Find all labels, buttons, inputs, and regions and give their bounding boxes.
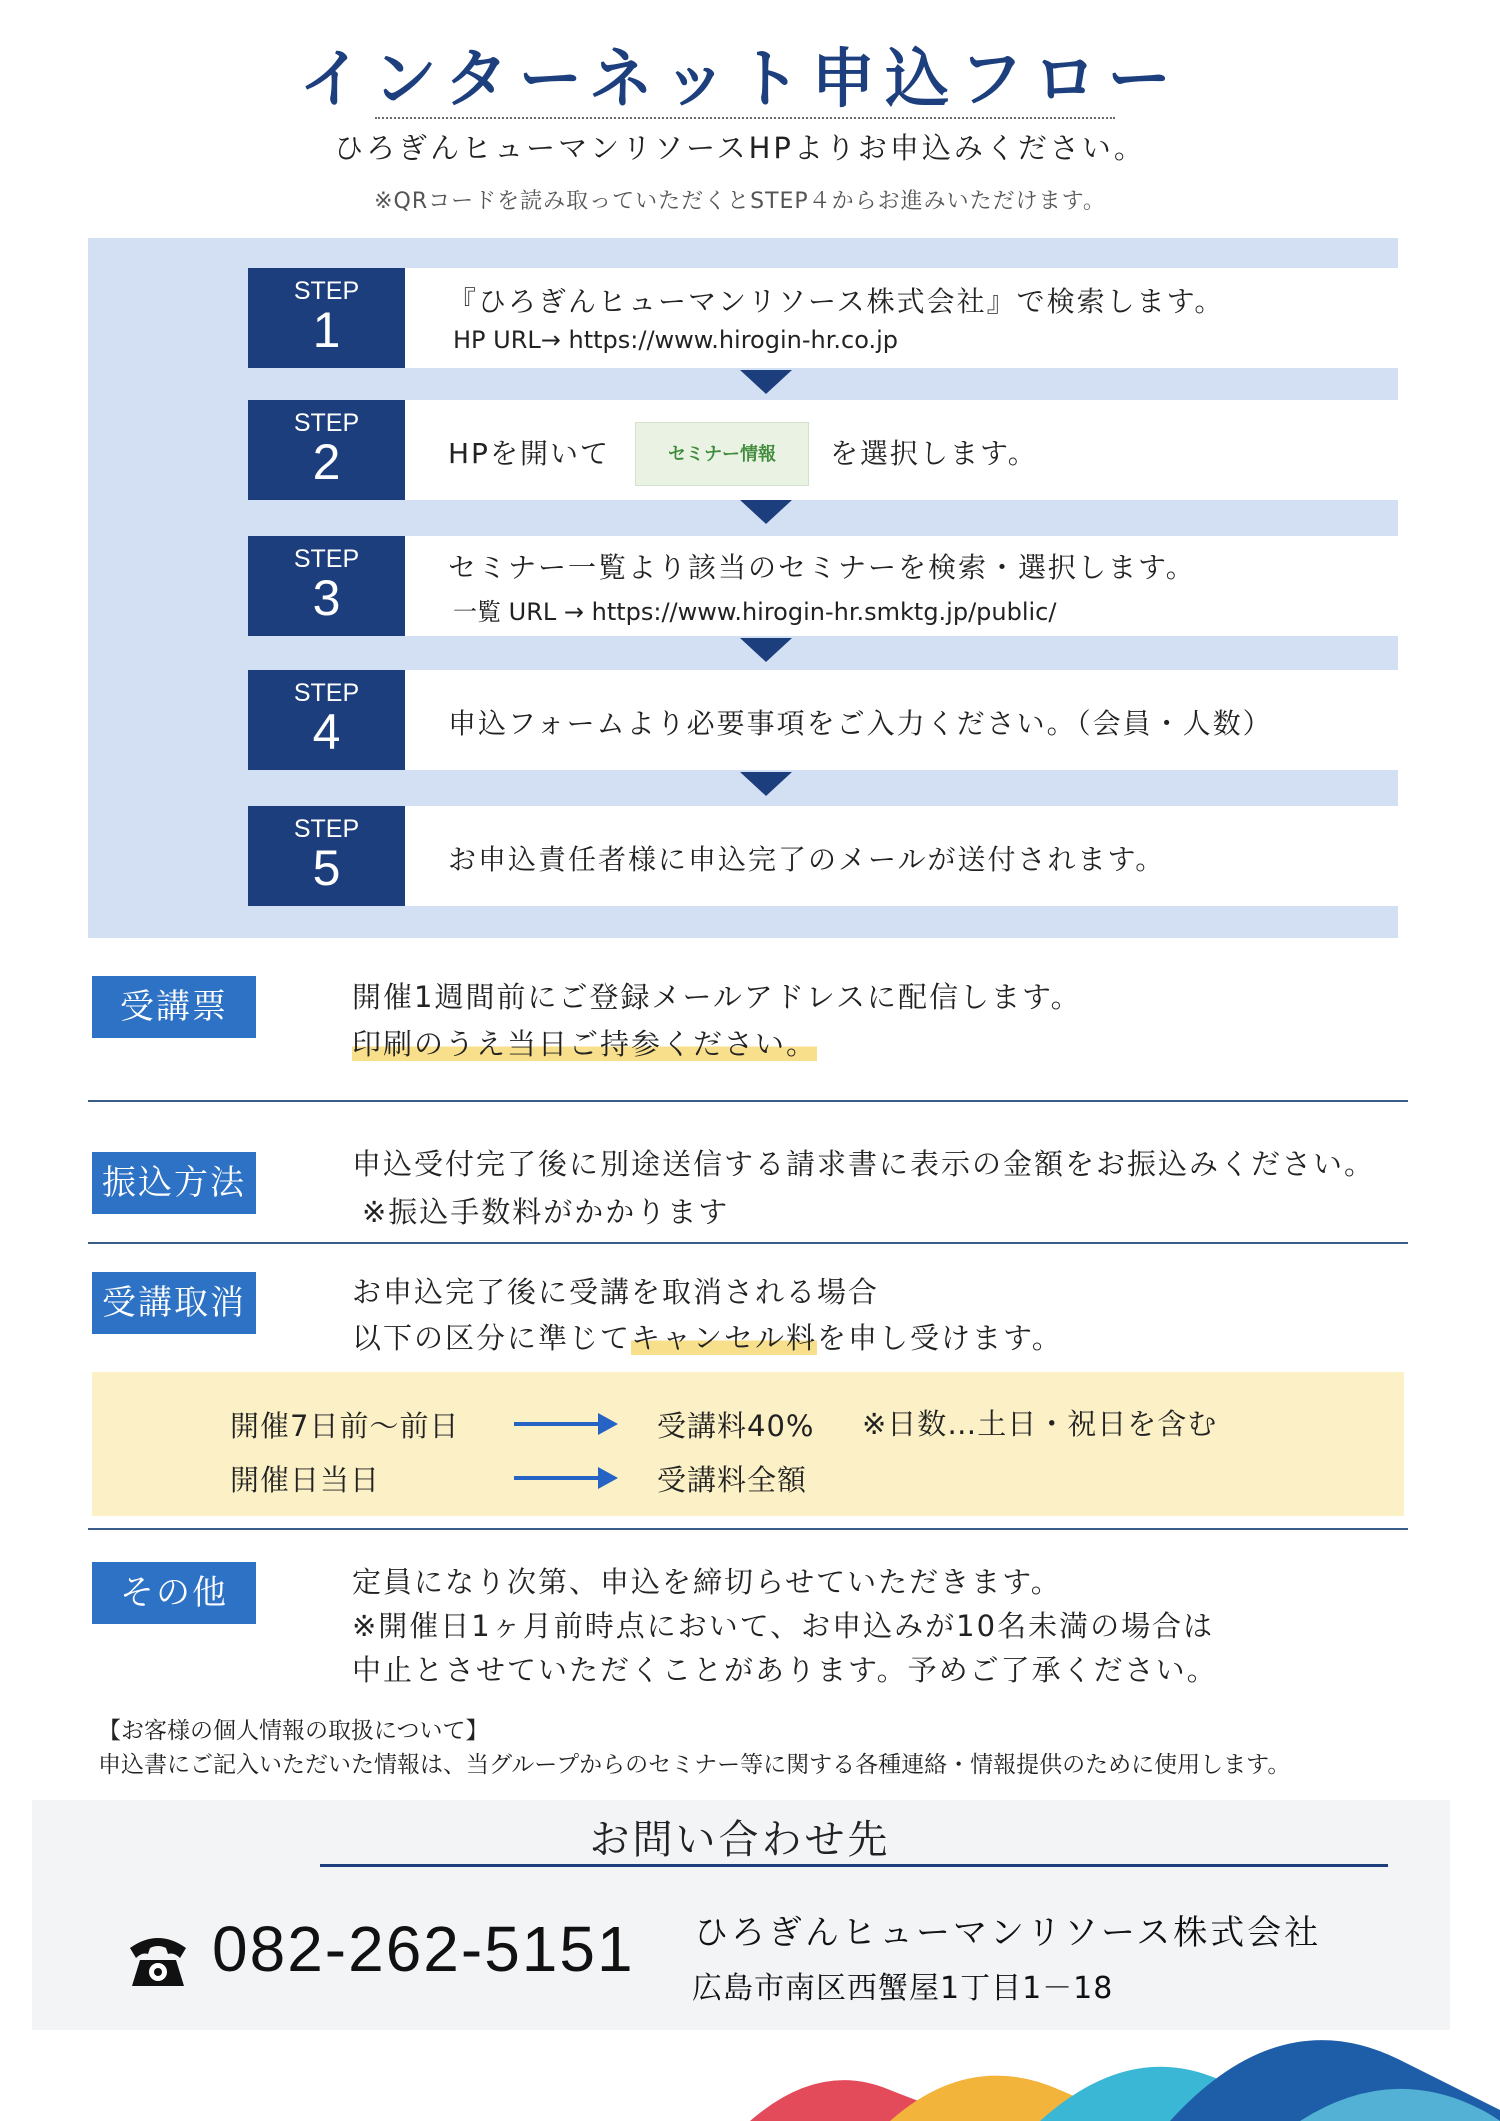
chevron-down-icon <box>740 500 792 524</box>
cancel-period-1: 開催7日前〜前日 <box>230 1409 460 1443</box>
cancel-line-2-after: を申し受けます。 <box>817 1321 1063 1355</box>
step-3 <box>248 536 1423 636</box>
ticket-tag: 受講票 <box>92 976 256 1038</box>
cancel-tag: 受講取消 <box>92 1272 256 1334</box>
cancel-fee-highlight: キャンセル料 <box>631 1321 818 1355</box>
wave-decoration <box>740 2010 1500 2121</box>
ticket-highlight: 印刷のうえ当日ご持参ください。 <box>352 1027 818 1061</box>
step-label: STEP <box>293 277 360 305</box>
payment-line-2: ※振込手数料がかかります <box>362 1195 730 1229</box>
qr-note: ※QRコードを読み取っていただくとSTEP４からお進みいただけます。 <box>374 189 1106 214</box>
ticket-line-2 <box>352 1022 817 1063</box>
step-number: 5 <box>312 840 341 896</box>
cancel-fee-table <box>92 1372 1404 1516</box>
cancel-note: ※日数…土日・祝日を含む <box>862 1407 1218 1441</box>
other-line-2: ※開催日1ヶ月前時点において、お申込みが10名未満の場合は <box>352 1609 1215 1643</box>
telephone-icon <box>126 1930 190 1990</box>
chevron-down-icon <box>740 638 792 662</box>
chevron-down-icon <box>740 370 792 394</box>
step-1 <box>248 268 1423 368</box>
section-divider <box>88 1528 1408 1530</box>
step-2-badge <box>248 400 405 500</box>
payment-line-1: 申込受付完了後に別途送信する請求書に表示の金額をお振込みください。 <box>352 1147 1376 1181</box>
cancel-line-2-before: 以下の区分に準じて <box>352 1321 632 1355</box>
step-label: STEP <box>293 409 360 437</box>
step-5-badge <box>248 806 405 906</box>
step-label: STEP <box>293 815 360 843</box>
step-number: 1 <box>312 302 341 358</box>
step-1-badge <box>248 268 405 368</box>
step-4-badge <box>248 670 405 770</box>
step-5-text: お申込責任者様に申込完了のメールが送付されます。 <box>448 843 1166 876</box>
payment-tag: 振込方法 <box>92 1152 256 1214</box>
section-divider <box>88 1100 1408 1102</box>
privacy-body: 申込書にご記入いただいた情報は、当グループからのセミナー等に関する各種連絡・情報提供のために使用します。 <box>98 1752 1291 1778</box>
step-label: STEP <box>293 545 360 573</box>
arrow-right-icon <box>514 1476 614 1480</box>
cancel-line-1: お申込完了後に受講を取消される場合 <box>352 1275 880 1309</box>
other-line-3: 中止とさせていただくことがあります。予めご了承ください。 <box>352 1653 1218 1687</box>
section-divider <box>88 1242 1408 1244</box>
cancel-line-2 <box>352 1316 1063 1357</box>
contact-heading: お問い合わせ先 <box>589 1817 891 1863</box>
step-1-url[interactable]: HP URL→ https://www.hirogin-hr.co.jp <box>453 326 899 354</box>
ticket-line-1: 開催1週間前にご登録メールアドレスに配信します。 <box>352 980 1082 1014</box>
step-5 <box>248 806 1423 906</box>
step-1-text: 『ひろぎんヒューマンリソース株式会社』で検索します。 <box>448 285 1225 318</box>
cancel-fee-1: 受講料40% <box>657 1409 815 1443</box>
other-tag: その他 <box>92 1562 256 1624</box>
step-3-url[interactable]: 一覧 URL → https://www.hirogin-hr.smktg.jp/public/ <box>453 598 1057 626</box>
company-address: 広島市南区西蟹屋1丁目1－18 <box>692 1971 1114 2006</box>
other-line-1: 定員になり次第、申込を締切らせていただきます。 <box>352 1565 1062 1599</box>
step-number: 2 <box>312 434 341 490</box>
page-title: インターネット申込フロー <box>298 43 1182 117</box>
privacy-heading: 【お客様の個人情報の取扱について】 <box>98 1718 489 1744</box>
company-name: ひろぎんヒューマンリソース株式会社 <box>694 1913 1322 1953</box>
step-4-text: 申込フォームより必要事項をご入力ください。（会員・人数） <box>448 707 1273 740</box>
title-divider <box>375 117 1115 119</box>
arrow-right-icon <box>514 1422 614 1426</box>
step-2-text-after: を選択します。 <box>830 437 1038 470</box>
chevron-down-icon <box>740 772 792 796</box>
steps-panel <box>88 238 1398 938</box>
intro-text: ひろぎんヒューマンリソースHPよりお申込みください。 <box>334 131 1146 165</box>
step-2 <box>248 400 1423 500</box>
phone-number[interactable]: 082-262-5151 <box>212 1913 635 1985</box>
step-2-text-before: HPを開いて <box>448 437 610 470</box>
step-number: 4 <box>312 704 341 760</box>
step-3-badge <box>248 536 405 636</box>
seminar-info-button[interactable]: セミナー情報 <box>635 422 809 486</box>
step-4 <box>248 670 1423 770</box>
step-number: 3 <box>312 570 341 626</box>
contact-divider <box>320 1864 1388 1867</box>
step-3-text: セミナー一覧より該当のセミナーを検索・選択します。 <box>448 551 1196 584</box>
cancel-period-2: 開催日当日 <box>230 1463 381 1497</box>
cancel-fee-2: 受講料全額 <box>657 1463 808 1497</box>
step-label: STEP <box>293 679 360 707</box>
